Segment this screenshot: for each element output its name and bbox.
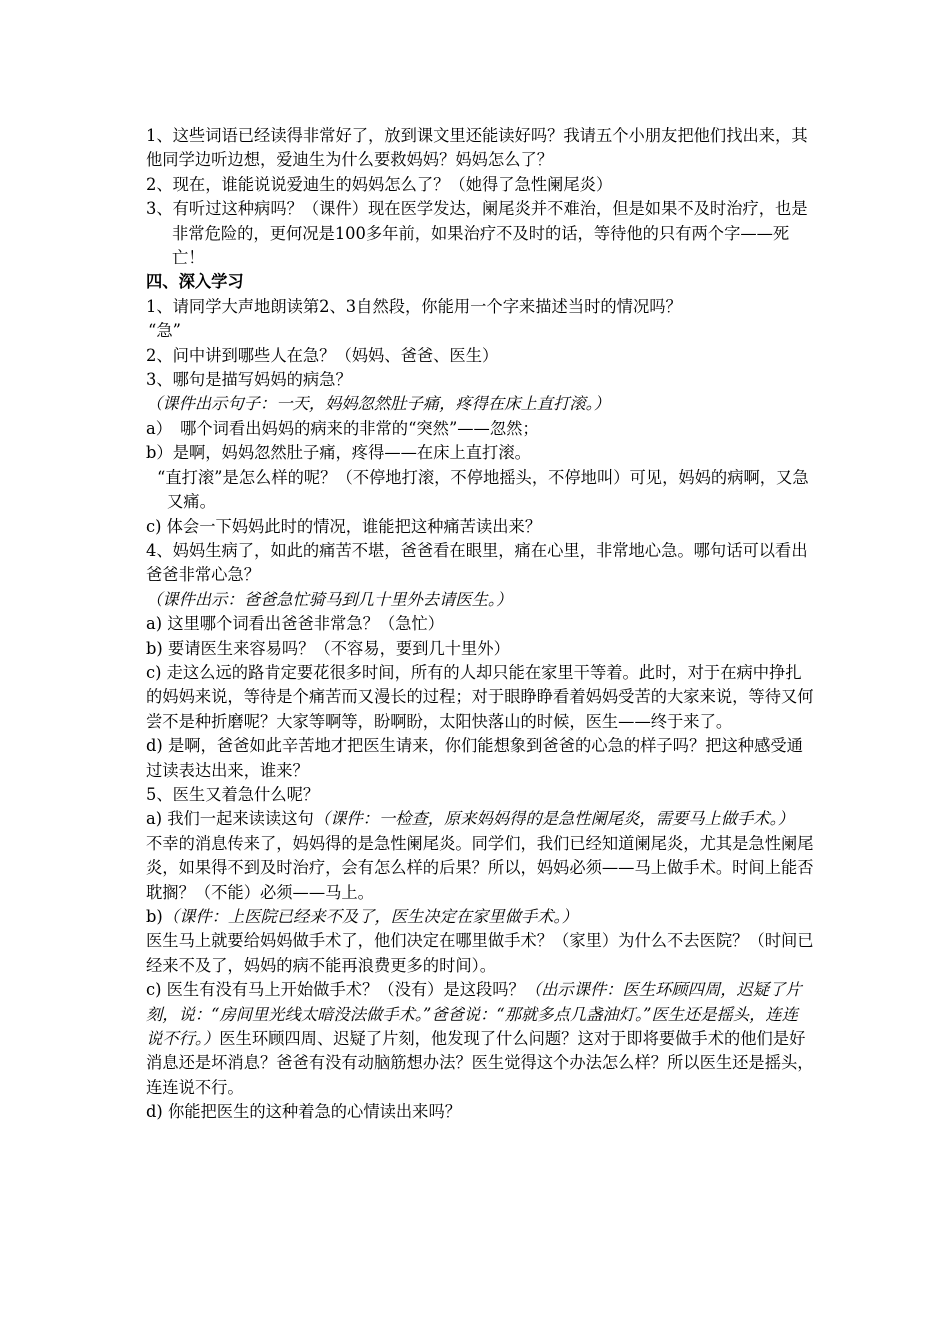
paragraph-6-question: 3、哪句是描写妈妈的病急？ (146, 370, 352, 390)
paragraph-18-courseware: （课件：一检查，原来妈妈得的是急性阑尾炎，需要马上做手术。） (313, 809, 795, 829)
paragraph-22-question: c) 医生有没有马上开始做手术？（没有）是这段吗？ (146, 980, 525, 1000)
paragraph-2: 2、现在，谁能说说爱迪生的妈妈怎么了？（她得了急性阑尾炎） (146, 174, 613, 194)
paragraph-13: a) 这里哪个词看出爸爸非常急？（急忙） (146, 614, 445, 634)
paragraph-20-courseware: （课件：上医院已经来不及了，医生决定在家里做手术。） (162, 907, 578, 926)
paragraph-14: b) 要请医生来容易吗？（不容易，要到几十里外） (146, 638, 510, 658)
paragraph-17: 5、医生又着急什么呢？ (146, 784, 320, 804)
paragraph-16: d) 是啊，爸爸如此辛苦地才把医生请来，你们能想象到爸爸的心急的样子吗？把这种感受通过读表达出来，谁来？ (146, 736, 803, 780)
paragraph-1: 1、这些词语已经读得非常好了，放到课文里还能读好吗？我请五个小朋友把他们找出来，其他同学边听边想，爱迪生为什么要救妈妈？妈妈怎么了？ (146, 126, 808, 170)
paragraph-22 (146, 978, 814, 1100)
paragraph-18-text: a) 我们一起来读读这句 (146, 809, 314, 829)
paragraph-6 (146, 368, 814, 417)
paragraph-4: 1、请同学大声地朗读第2、3自然段，你能用一个字来描述当时的情况吗？ (146, 296, 682, 316)
paragraph-3: 3、有听过这种病吗？（课件）现在医学发达，阑尾炎并不难治，但是如果不及时治疗，也是非常危险的，更何况是100多年前，如果治疗不及时的话，等待他的只有两个字——死亡！ (146, 199, 808, 268)
paragraph-22-courseware: （出示课件：医生环顾四周，迟疑了片刻，说：“房间里光线太暗没法做手术。”爸爸说：“那就多点几盏油灯。”医生还是摇头，连连说不行。） (146, 980, 802, 1049)
paragraph-7: a） 哪个词看出妈妈的病来的非常的“突然”——忽然； (146, 418, 539, 438)
paragraph-10: c) 体会一下妈妈此时的情况，谁能把这种痛苦读出来？ (146, 516, 542, 536)
document-body (146, 124, 814, 1125)
answer-ji: “急” (148, 321, 181, 341)
paragraph-9: “直打滚”是怎么样的呢？（不停地打滚，不停地摇头，不停地叫）可见，妈妈的病啊，又急又痛。 (157, 467, 809, 512)
paragraph-23: d) 你能把医生的这种着急的心情读出来吗？ (146, 1102, 462, 1122)
paragraph-20-label: b) (146, 907, 163, 926)
paragraph-8: b）是啊，妈妈忽然肚子痛，疼得——在床上直打滚。 (146, 443, 531, 463)
paragraph-18 (146, 807, 814, 831)
paragraph-20 (146, 905, 814, 929)
section-heading: 四、深入学习 (146, 272, 244, 292)
paragraph-11: 4、妈妈生病了，如此的痛苦不堪，爸爸看在眼里，痛在心里，非常地心急。哪句话可以看出爸爸非常心急？ (146, 540, 808, 585)
paragraph-6-courseware: （课件出示句子：一天，妈妈忽然肚子痛，疼得在床上直打滚。） (146, 394, 611, 414)
paragraph-5: 2、问中讲到哪些人在急？（妈妈、爸爸、医生） (146, 345, 499, 365)
paragraph-12-courseware: （课件出示：爸爸急忙骑马到几十里外去请医生。） (146, 589, 513, 609)
paragraph-22-followup: 医生环顾四周、迟疑了片刻，他发现了什么问题？这对于即将要做手术的他们是好消息还是坏消息？爸爸有没有动脑筋想办法？医生觉得这个办法怎么样？所以医生还是摇头，连连说不行。 (146, 1029, 814, 1097)
paragraph-21: 医生马上就要给妈妈做手术了，他们决定在哪里做手术？（家里）为什么不去医院？（时间已经来不及了，妈妈的病不能再浪费更多的时间）。 (146, 931, 814, 975)
paragraph-15: c) 走这么远的路肯定要花很多时间，所有的人却只能在家里干等着。此时，对于在病中挣扎的妈妈来说，等待是个痛苦而又漫长的过程；对于眼睁睁看着妈妈受苦的大家来说，等待又何尝不是种折磨呢？大家等啊等，盼啊盼，太阳快落山的时候，医生——终于来了。 (146, 662, 814, 731)
paragraph-19: 不幸的消息传来了，妈妈得的是急性阑尾炎。同学们，我们已经知道阑尾炎，尤其是急性阑尾炎，如果得不到及时治疗，会有怎么样的后果？所以，妈妈必须——马上做手术。时间上能否耽搁？（不能）必须——马上。 (146, 833, 814, 902)
